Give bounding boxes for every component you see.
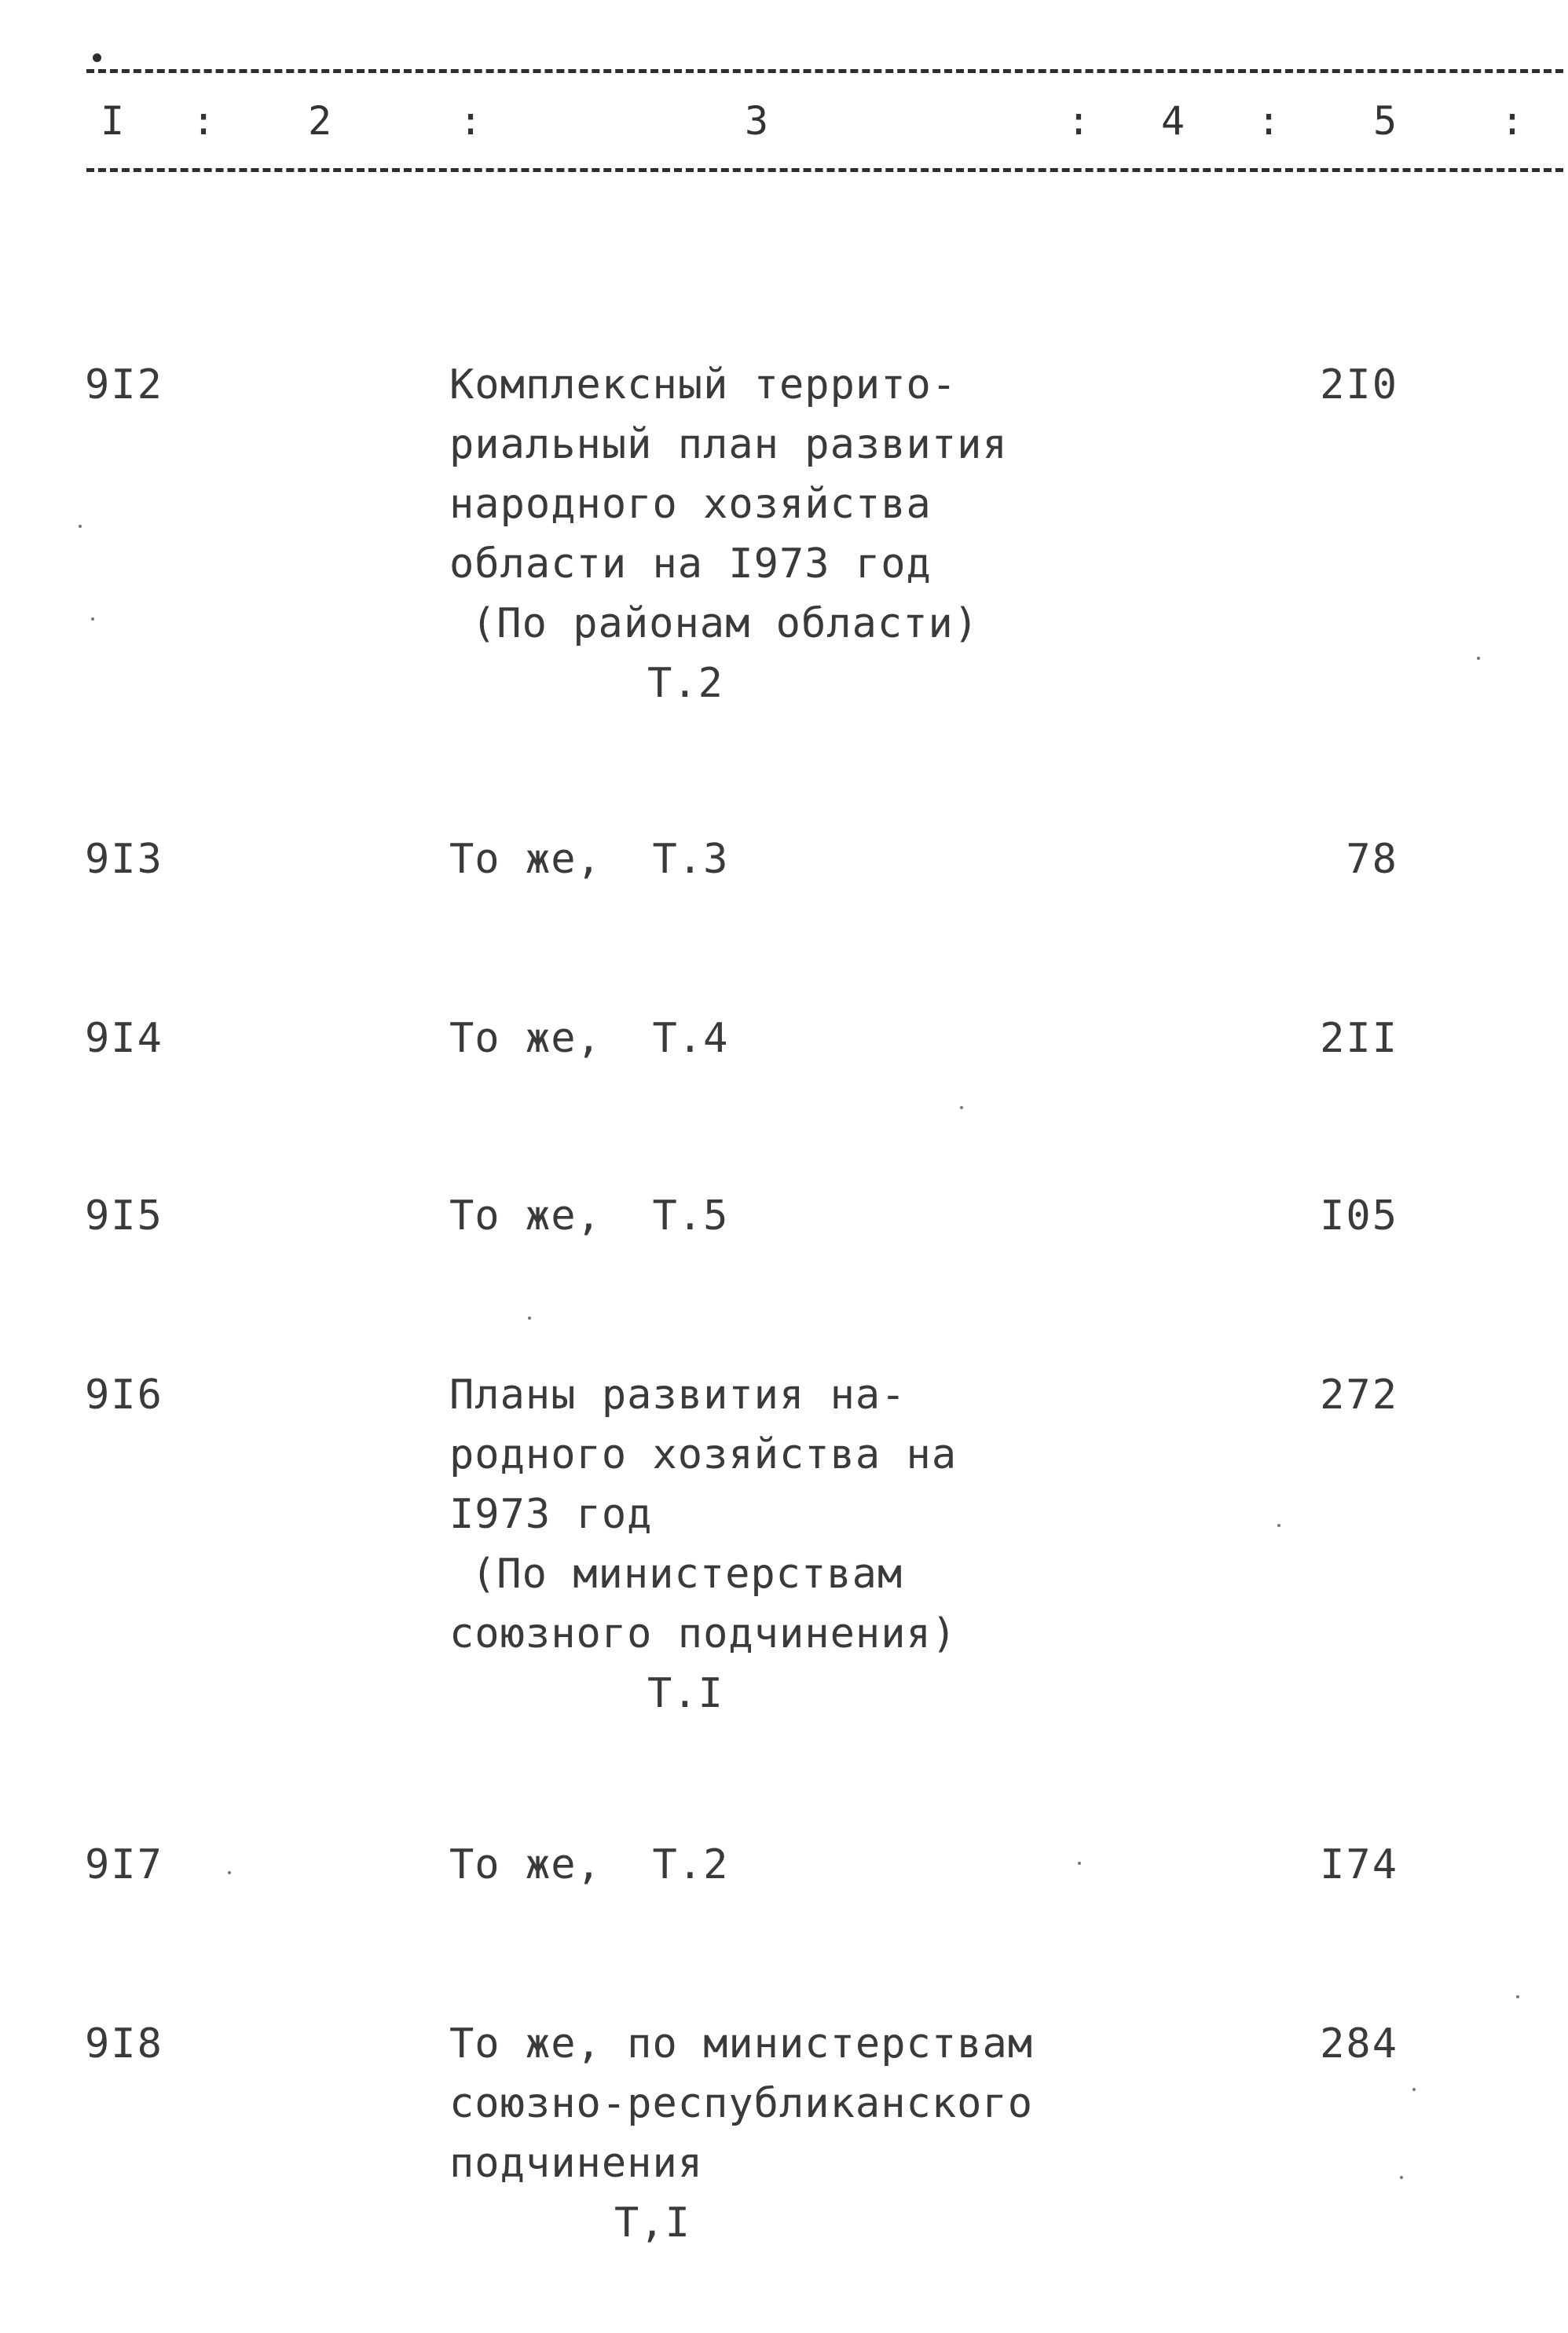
scan-speck <box>228 1871 231 1874</box>
title-line: То же, Т.3 <box>449 836 729 883</box>
header-dot-mark <box>93 53 101 62</box>
column-header-5: 5 <box>1373 98 1398 144</box>
sheet-count: 78 <box>1346 836 1398 883</box>
column-separator: : <box>1067 98 1091 144</box>
item-title <box>449 830 1094 889</box>
item-title <box>449 1365 1094 1723</box>
column-separator: : <box>192 98 216 144</box>
scan-speck <box>1277 1524 1280 1527</box>
scan-speck <box>1400 2176 1403 2179</box>
column-header-2: 2 <box>308 98 332 144</box>
item-number: 9I8 <box>85 2020 163 2067</box>
column-separator: : <box>459 98 483 144</box>
item-number: 9I4 <box>85 1015 163 1062</box>
item-title <box>449 1835 1094 1895</box>
column-header-1: I <box>101 98 125 144</box>
title-line: союзного подчинения) <box>449 1610 958 1657</box>
title-line: подчинения <box>449 2140 704 2187</box>
scan-speck <box>91 617 94 621</box>
header-bottom-rule <box>86 168 1563 172</box>
scan-speck <box>1078 1862 1081 1865</box>
scan-speck <box>960 1106 963 1109</box>
title-line: (По министерствам <box>471 1551 903 1598</box>
scan-speck <box>528 1317 531 1320</box>
volume-label: Т,I <box>614 2199 691 2247</box>
item-number: 9I2 <box>85 361 163 408</box>
title-line: союзно-республиканского <box>449 2080 1034 2127</box>
column-header-4: 4 <box>1161 98 1185 144</box>
sheet-count: 272 <box>1320 1372 1398 1419</box>
scan-speck <box>1516 1995 1519 1998</box>
item-number: 9I6 <box>85 1372 163 1419</box>
title-line: области на I973 год <box>449 540 932 588</box>
sheet-count: I74 <box>1320 1841 1398 1888</box>
title-line: То же, по министерствам <box>449 2020 1034 2067</box>
item-title <box>449 1186 1094 1246</box>
title-line: родного хозяйства на <box>449 1431 958 1478</box>
item-number: 9I5 <box>85 1192 163 1240</box>
item-title <box>449 2014 1094 2253</box>
header-top-rule <box>86 69 1563 73</box>
item-title <box>449 1009 1094 1068</box>
sheet-count: 2I0 <box>1320 361 1398 408</box>
title-line: риальный план развития <box>449 421 1008 468</box>
title-line: Планы развития на- <box>449 1372 907 1419</box>
title-line: То же, Т.5 <box>449 1192 729 1240</box>
title-line: I973 год <box>449 1491 653 1538</box>
column-separator: : <box>1500 98 1525 144</box>
title-line: Комплексный террито- <box>449 361 958 408</box>
item-number: 9I7 <box>85 1841 163 1888</box>
title-line: То же, Т.4 <box>449 1015 729 1062</box>
sheet-count: 2II <box>1320 1015 1398 1062</box>
column-header-3: 3 <box>745 98 769 144</box>
scan-speck <box>1412 2088 1416 2091</box>
column-separator: : <box>1257 98 1281 144</box>
item-number: 9I3 <box>85 836 163 883</box>
scan-speck <box>1477 657 1480 660</box>
title-line: народного хозяйства <box>449 481 932 528</box>
sheet-count: I05 <box>1320 1192 1398 1240</box>
volume-label: Т.I <box>647 1670 724 1717</box>
scan-speck <box>79 525 82 528</box>
title-line: (По районам области) <box>471 600 980 647</box>
volume-label: Т.2 <box>647 660 724 707</box>
item-title <box>449 355 1094 713</box>
title-line: То же, Т.2 <box>449 1841 729 1888</box>
sheet-count: 284 <box>1320 2020 1398 2067</box>
